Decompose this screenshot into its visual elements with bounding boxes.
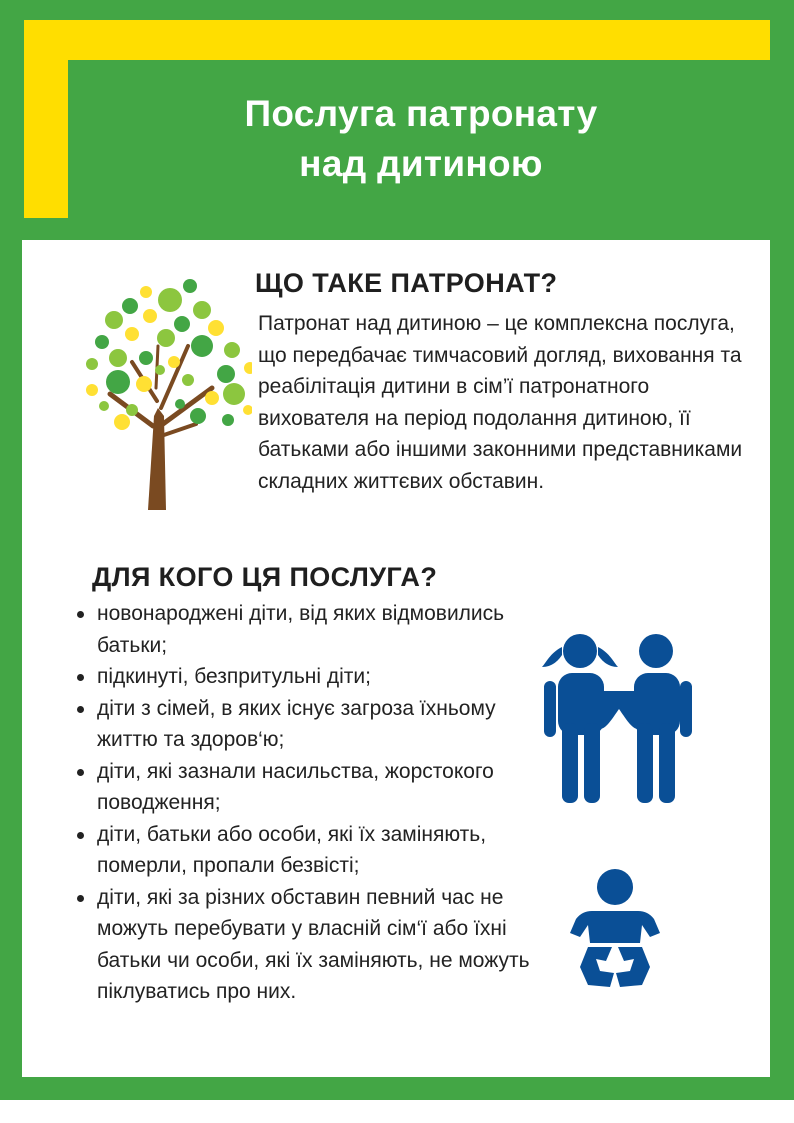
target-groups-list — [72, 598, 532, 1008]
bullet-icon — [77, 674, 84, 681]
list-item — [72, 661, 532, 693]
baby-icon — [570, 863, 660, 993]
page-title-line-1: Послуга патронату — [244, 93, 598, 134]
list-item — [72, 819, 532, 882]
bullet-icon — [77, 895, 84, 902]
list-item — [72, 882, 532, 1008]
list-item — [72, 693, 532, 756]
list-item — [72, 756, 532, 819]
list-item-text: діти, які за різних обставин певний час не можуть перебувати у власній сім‘ї або їхні батьки чи особи, які їх заміняють, не можуть піклуватись про них. — [97, 885, 530, 1003]
list-item-text: діти з сімей, в яких існує загроза їхньому життю та здоров‘ю; — [97, 696, 496, 751]
definition-paragraph: Патронат над дитиною – це комплексна послуга, що передбачає тимчасовий догляд, виховання та реабілітація дитини в сім’ї патронатного вихователя на період подолання дитиною, її батьками або іншими законними представниками складних життєвих обставин. — [258, 312, 743, 493]
title-panel — [68, 60, 774, 218]
section-heading-who: ДЛЯ КОГО ЦЯ ПОСЛУГА? — [92, 562, 438, 592]
list-item-text: діти, які зазнали насильства, жорстокого поводження; — [97, 759, 494, 814]
list-item-text: новонароджені діти, від яких відмовились батьки; — [97, 602, 505, 657]
content-card — [22, 240, 770, 1077]
bullet-icon — [77, 832, 84, 839]
bullet-icon — [77, 611, 84, 618]
bullet-icon — [77, 769, 84, 776]
tree-icon — [62, 276, 252, 510]
list-item-text: діти, батьки або особи, які їх заміняють, померли, пропали безвісті; — [97, 822, 487, 877]
title-banner — [24, 20, 770, 218]
list-item — [72, 598, 532, 661]
page-title-line-2: над дитиною — [299, 143, 543, 184]
bullet-icon — [77, 706, 84, 713]
children-icon — [540, 633, 695, 808]
list-item-text: підкинуті, безпритульні діти; — [97, 665, 371, 688]
section-heading-what: ЩО ТАКЕ ПАТРОНАТ? — [255, 268, 558, 298]
